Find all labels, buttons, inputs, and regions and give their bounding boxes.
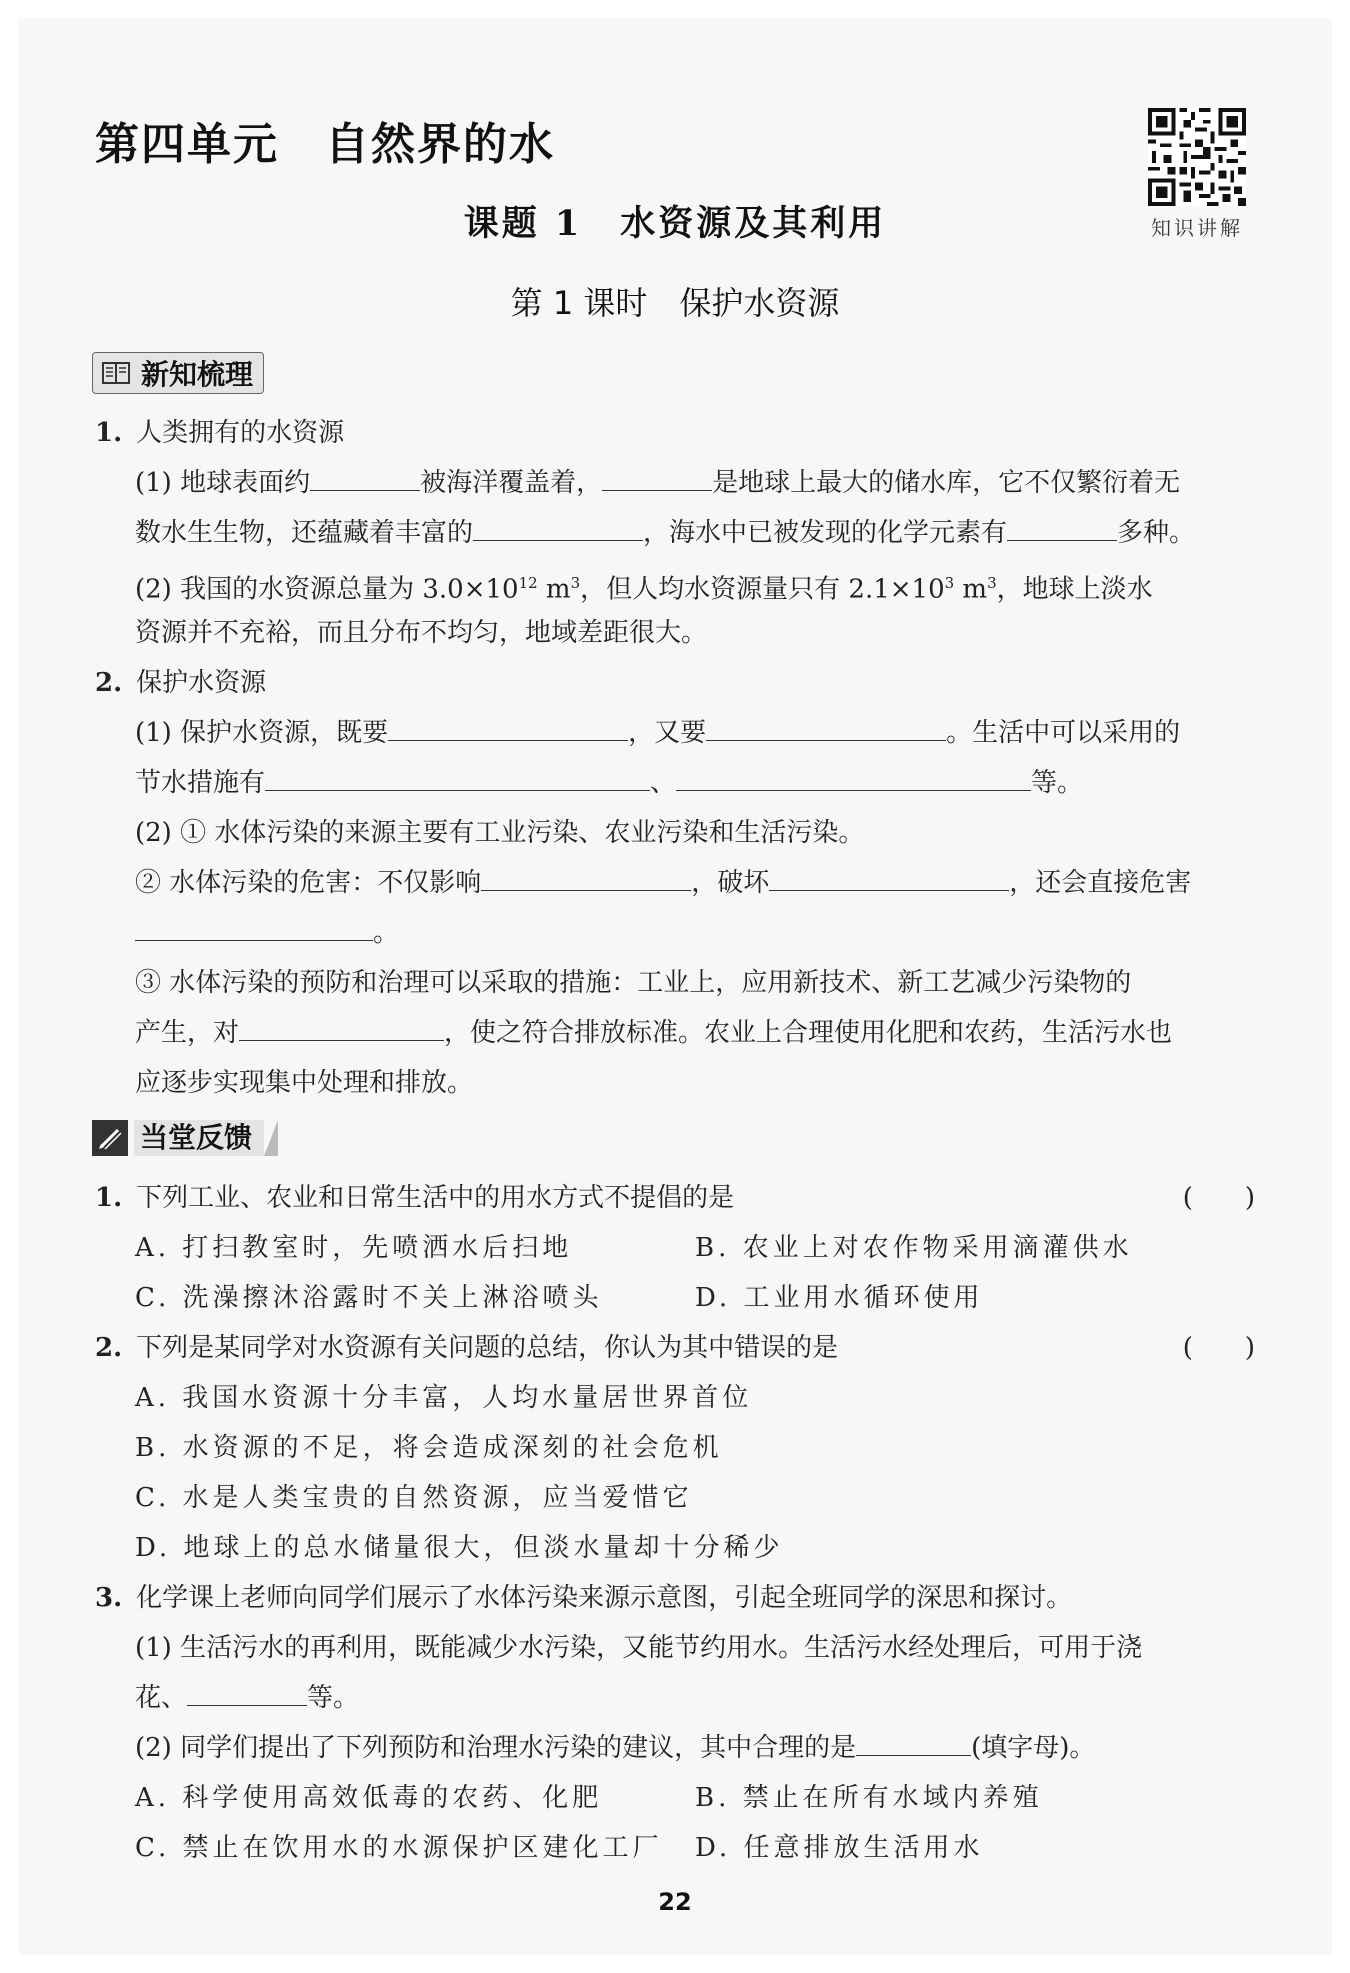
knowledge-line: 资源并不充裕，而且分布不均匀，地域差距很大。 [135,618,708,648]
option-d[interactable]: D. 工业用水循环使用 [695,1283,984,1313]
answer-blank[interactable] [310,464,420,491]
answer-blank[interactable] [473,514,643,541]
answer-blank[interactable] [481,864,691,891]
knowledge-q2 [95,658,266,708]
knowledge-line: (2) ① 水体污染的来源主要有工业污染、农业污染和生活污染。 [135,818,865,848]
feedback-line: (1) 生活污水的再利用，既能减少水污染，又能节约用水。生活污水经处理后，可用于浇 [135,1633,1143,1663]
knowledge-line: ③ 水体污染的预防和治理可以采取的措施：工业上，应用新技术、新工艺减少污染物的 [135,968,1132,998]
question-title: 人类拥有的水资源 [136,418,345,448]
tag-decoration [264,1120,278,1156]
qr-code-icon[interactable] [1148,108,1246,206]
answer-paren[interactable]: ( ) [1182,1183,1255,1213]
question-number: 2. [95,1333,123,1363]
knowledge-line: 数水生生物，还蕴藏着丰富的 ，海水中已被发现的化学元素有 多种。 [135,508,1195,558]
option-b[interactable]: B. 农业上对农作物采用滴灌供水 [695,1233,1133,1263]
page-number: 22 [658,1888,692,1916]
feedback-q3 [95,1573,1072,1623]
unit-title: 第四单元 自然界的水 [95,119,555,170]
question-number: 1. [95,418,123,448]
book-icon [99,358,133,388]
option-d[interactable]: D. 任意排放生活用水 [695,1833,984,1863]
section-feedback-tag [92,1118,278,1158]
answer-blank[interactable] [856,1729,971,1756]
section-knowledge-tag [92,352,264,394]
option-c[interactable]: C. 禁止在饮用水的水源保护区建化工厂 [135,1833,663,1863]
option-a[interactable]: A. 打扫教室时，先喷洒水后扫地 [135,1233,573,1263]
option-c[interactable]: C. 水是人类宝贵的自然资源，应当爱惜它 [135,1483,693,1513]
feedback-q1 [95,1173,1255,1223]
knowledge-line: (1) 保护水资源，既要 ，又要 。生活中可以采用的 [135,708,1180,758]
feedback-line: (2) 同学们提出了下列预防和治理水污染的建议，其中合理的是 (填字母)。 [135,1723,1095,1773]
section-knowledge-label: 新知梳理 [141,358,254,391]
knowledge-line: 产生，对 ，使之符合排放标准。农业上合理使用化肥和农药，生活污水也 [135,1008,1172,1058]
option-d[interactable]: D. 地球上的总水储量很大，但淡水量却十分稀少 [135,1533,784,1563]
question-text: 化学课上老师向同学们展示了水体污染来源示意图，引起全班同学的深思和探讨。 [136,1583,1073,1613]
knowledge-line: 。 [135,908,399,958]
answer-blank[interactable] [239,1014,444,1041]
period-title: 第 1 课时 保护水资源 [510,284,840,322]
question-text: 下列是某同学对水资源有关问题的总结，你认为其中错误的是 [136,1333,839,1363]
answer-blank[interactable] [602,464,712,491]
knowledge-line: 应逐步实现集中处理和排放。 [135,1068,474,1098]
answer-blank[interactable] [676,764,1031,791]
knowledge-line: ② 水体污染的危害：不仅影响 ，破坏 ，还会直接危害 [135,858,1191,908]
question-text: 下列工业、农业和日常生活中的用水方式不提倡的是 [136,1183,735,1213]
knowledge-line: (2) 我国的水资源总量为 $3.0\times 10^{12}$ $m^3$，但人均水资源量只有 $2.1\times 10^3$ $m^3$，地球上淡水 [135,574,1153,605]
question-number: 1. [95,1183,123,1213]
option-b[interactable]: B. 水资源的不足，将会造成深刻的社会危机 [135,1433,723,1463]
answer-blank[interactable] [388,714,628,741]
answer-blank[interactable] [187,1679,307,1706]
answer-blank[interactable] [265,764,650,791]
pen-icon [92,1120,128,1156]
question-title: 保护水资源 [136,668,267,698]
answer-blank[interactable] [769,864,1009,891]
option-b[interactable]: B. 禁止在所有水域内养殖 [695,1783,1043,1813]
option-a[interactable]: A. 科学使用高效低毒的农药、化肥 [135,1783,603,1813]
question-number: 3. [95,1583,123,1613]
section-feedback-label: 当堂反馈 [134,1120,264,1156]
option-a[interactable]: A. 我国水资源十分丰富，人均水量居世界首位 [135,1383,753,1413]
option-c[interactable]: C. 洗澡擦沐浴露时不关上淋浴喷头 [135,1283,603,1313]
knowledge-q1 [95,408,344,458]
knowledge-line: (1) 地球表面约 被海洋覆盖着， 是地球上最大的储水库，它不仅繁衍着无 [135,458,1180,508]
feedback-q2 [95,1323,1255,1373]
lesson-title: 课题 1 水资源及其利用 [463,203,887,244]
answer-blank[interactable] [1007,514,1117,541]
question-number: 2. [95,668,123,698]
feedback-line: 花、 等。 [135,1673,359,1723]
answer-paren[interactable]: ( ) [1182,1333,1255,1363]
answer-blank[interactable] [706,714,946,741]
knowledge-line: 节水措施有 、 等。 [135,758,1083,808]
qr-caption: 知识讲解 [1151,216,1243,240]
answer-blank[interactable] [135,914,373,941]
